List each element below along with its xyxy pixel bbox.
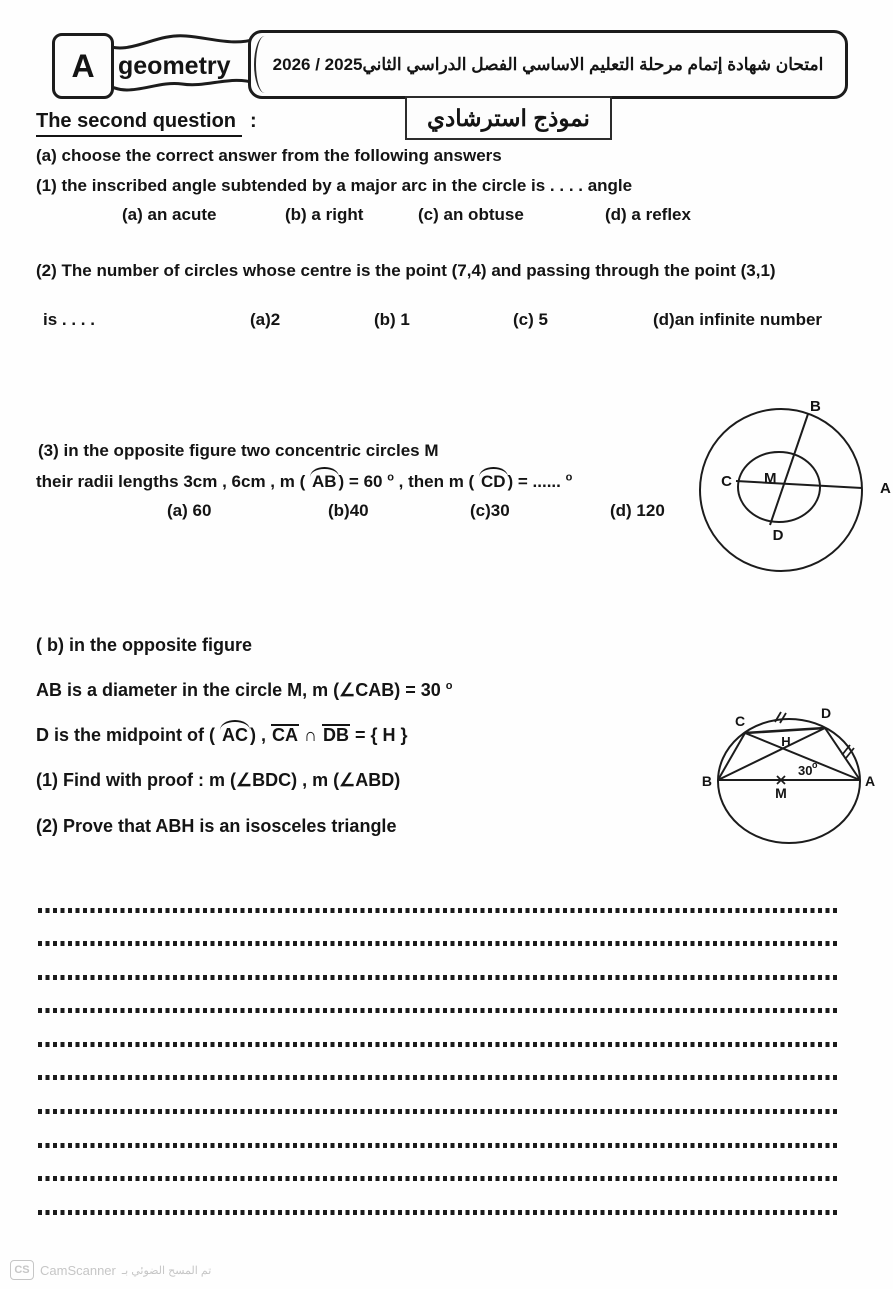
fig2-label-B: B <box>701 773 712 789</box>
answer-line <box>38 1008 840 1013</box>
answer-line <box>38 1143 840 1148</box>
fig2-label-D: D <box>820 705 832 721</box>
answer-line <box>38 908 840 913</box>
answer-line <box>38 941 840 946</box>
q1-option-c: (c) an obtuse <box>418 205 524 224</box>
model-stamp-text: نموذج استرشادي <box>427 104 590 131</box>
fig2-label-A: A <box>865 773 876 789</box>
arc-AC: AC <box>221 725 248 745</box>
part-b-heading: ( b) in the opposite figure <box>36 635 252 655</box>
q2-text: (2) The number of circles whose centre is the point (7,4) and passing through the point (3,1) <box>36 261 776 280</box>
answer-line <box>38 1075 840 1080</box>
q3-option-a: (a) 60 <box>167 501 212 520</box>
subject-label: geometry <box>118 52 231 80</box>
answer-line <box>38 1176 840 1181</box>
exam-title-banner <box>248 30 848 99</box>
part-a-intro: (a) choose the correct answer from the following answers <box>36 146 502 165</box>
exam-title: امتحان شهادة إتمام مرحلة التعليم الاساسي الفصل الدراسي الثاني2025 / 2026 <box>272 54 824 74</box>
answer-line <box>38 975 840 980</box>
watermark-arabic: تم المسح الضوئي بـ <box>121 1264 212 1277</box>
figure-concentric-circles <box>688 393 893 583</box>
q1-option-b: (b) a right <box>285 205 364 224</box>
watermark-brand: CamScanner <box>40 1262 116 1278</box>
q1-option-d: (d) a reflex <box>605 205 691 224</box>
q1-text: (1) the inscribed angle subtended by a major arc in the circle is . . . . angle <box>36 176 633 195</box>
fig1-label-B: B <box>810 398 821 415</box>
q2-option-b: (b) 1 <box>374 310 410 329</box>
fig2-label-C: C <box>734 713 746 729</box>
camscanner-icon: CS <box>10 1260 34 1280</box>
fig1-label-D: D <box>772 527 784 544</box>
part-b-line2: D is the midpoint of ( AC ) , CA ∩ DB = { H } <box>36 725 408 745</box>
q2-option-d: (d)an infinite number <box>653 310 823 329</box>
arc-CD: CD <box>480 472 506 491</box>
answer-line <box>38 1109 840 1114</box>
part-b-item2: (2) Prove that ABH is an isosceles triangle <box>36 816 397 836</box>
arc-AB: AB <box>311 472 337 491</box>
q3-option-d: (d) 120 <box>610 501 665 520</box>
q3-option-c: (c)30 <box>470 501 510 520</box>
fig2-angle-degree: o <box>812 760 818 770</box>
part-b-item1: (1) Find with proof : m (∠BDC) , m (∠ABD) <box>36 770 401 790</box>
fig1-label-A: A <box>880 480 891 497</box>
segment-DB: DB <box>323 725 349 745</box>
fig2-label-M: M <box>775 785 787 801</box>
q3-line1: (3) in the opposite figure two concentric circles M <box>38 441 439 460</box>
q2-option-c: (c) 5 <box>513 310 548 329</box>
answer-line <box>38 1042 840 1047</box>
q2-option-a: (a)2 <box>250 310 281 329</box>
figure-circle-diameter <box>698 698 888 858</box>
variant-letter-box <box>52 33 114 99</box>
answer-line <box>38 1210 840 1215</box>
fig2-angle-value: 30 <box>798 763 813 778</box>
q3-line2: their radii lengths 3cm , 6cm , m ( AB ) = 60 $^o$ , then m ( CD ) = ...... $^o$ <box>36 471 573 491</box>
variant-letter: A <box>71 47 95 84</box>
fig2-label-H: H <box>781 734 791 749</box>
scanner-watermark <box>10 1260 211 1280</box>
part-b-line1: AB is a diameter in the circle M, m (∠CAB) = 30 $^o$ <box>36 680 453 700</box>
model-stamp <box>405 96 612 140</box>
section-title: The second question : <box>36 110 257 137</box>
q2-lead: is . . . . <box>43 310 95 329</box>
q1-option-a: (a) an acute <box>122 205 217 224</box>
fig1-label-C: C <box>721 473 732 490</box>
segment-CA: CA <box>271 725 298 745</box>
fig1-label-M: M <box>764 470 777 487</box>
q3-option-b: (b)40 <box>328 501 369 520</box>
section-title-text: The second question <box>36 110 242 137</box>
